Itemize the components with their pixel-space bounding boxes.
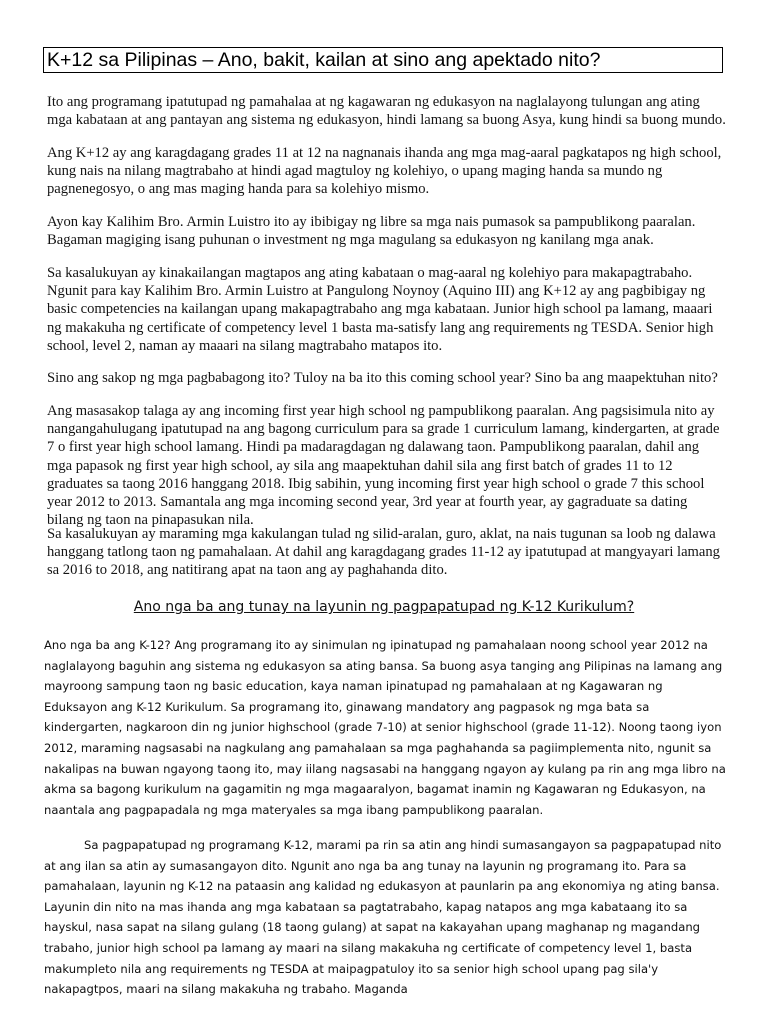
section-subheading: Ano nga ba ang tunay na layunin ng pagpapatupad ng K-12 Kurikulum?	[133, 599, 635, 615]
paragraph-true-goal: Sa pagpapatupad ng programang K-12, marami pa rin sa atin ang hindi sumasangayon sa pagpapatupad nito at ang ilan sa atin ay sumasangayon dito. Ngunit ano nga ba ang tunay na layunin ng programang ito. Para sa pamahalaan, layunin ng K-12 na pataasin ang kalidad ng edukasyon at paunlarin pa ang ekonomiya ng ating bansa. Layunin din nito na mas ihanda ang mga kabataan sa pagtatrabaho, kapag natapos ang mga kabataang ito sa hayskul, nasa sapat na silang gulang (18 taong gulang) at sapat na kakayahan upang maghanap ng magandang trabaho, junior high school pa lamang ay maari na silang makakuha ng certificate of competency level 1, basta makumpleto nila ang requirements ng TESDA at maipagpatuloy ito sa senior high school upang pag sila'y nakapagtpos, maari na silang makakuha ng trabaho. Maganda	[44, 838, 722, 997]
paragraph-what-is-k12: Ano nga ba ang K-12? Ang programang ito ay sinimulan ng ipinatupad ng pamahalaan noong school year 2012 na naglalayong baguhin ang sistema ng edukasyon sa ating bansa. Sa buong asya tanging ang Pilipinas na lamang ang mayroong sampung taon ng basic education, kaya naman ipinatupad ng pamahalaan at ng Kagawaran ng Eduksayon ang K-12 Kurikulum. Sa programang ito, ginawang mandatory ang pagpasok ng mga bata sa kindergarten, nagkaroon din ng junior highschool (grade 7-10) at senior highschool (grade 11-12). Noong taong iyon 2012, maraming nagsasabi na nagkulang ang pamahalaan sa mga paghahanda sa pagiimplementa nito, ngunit sa nakalipas na buwan ngayong taong ito, may iilang nagsasabi na hanggang ngayon ay kulang pa rin ang mga libro na akma sa bagong kurikulum na gagamitin ng mga magaaralyon, bagamat inamin ng Kagawaran ng Edukasyon, na naantala ang pagpapadala ng mga materyales sa mga ibang pampublikong paaralan.	[44, 638, 726, 817]
paragraph-k12-definition: Ang K+12 ay ang karagdagang grades 11 at 12 na nagnanais ihanda ang mga mag-aaral pagkatapos ng high school, kung nais na nilang magtrabaho at hindi agad magtuloy ng kolehiyo, o upang maging handa sa mundo ng pagnenegosyo, o ang mas maging handa para sa kolehiyo mismo.	[47, 145, 722, 198]
document-title: K+12 sa Pilipinas – Ano, bakit, kailan at sino ang apektado nito?	[43, 47, 723, 73]
paragraph-coverage: Ang masasakop talaga ay ang incoming first year high school ng pampublikong paaralan. Ang pagsisimula nito ay nangangahulugang ipatutupad na ang bagong curriculum para sa grade 1 curriculum lamang, kindergarten, at grade 7 o first year high school lamang. Hindi pa madaragdagan ng dalawang taon. Pampublikong paaralan, dahil ang mga papasok ng first year high school, ay sila ang maapektuhan dahil sila ang first batch of grades 11 to 12 graduates sa taong 2016 hanggang 2018. Ibig sabihin, yung incoming first year high school o grade 7 this school year 2012 to 2013. Samantala ang mga incoming second year, 3rd year at fourth year, ay gagraduate sa dating bilang ng taon na pinapasukan nila.	[47, 403, 720, 529]
paragraph-luistro-free: Ayon kay Kalihim Bro. Armin Luistro ito ay ibibigay ng libre sa mga nais pumasok sa pampublikong paaralan. Bagaman magiging isang puhunan o investment ng mga magulang sa edukasyon ng kanilang mga anak.	[47, 214, 696, 249]
paragraph-competencies: Sa kasalukuyan ay kinakailangan magtapos ang ating kabataan o mag-aaral ng kolehiyo para makapagtrabaho. Ngunit para kay Kalihim Bro. Armin Luistro at Pangulong Noynoy (Aquino III) ang K+12 ay ang pagbibigay ng basic competencies na kailangan upang makapagtrabaho ang mga kabataan. Junior high school pa lamang, maaari ng makakuha ng certificate of competency level 1 basta ma-satisfy lang ang requirements ng TESDA. Senior high school, level 2, naman ay maaari na silang magtrabaho matapos ito.	[47, 265, 714, 354]
paragraph-intro: Ito ang programang ipatutupad ng pamahalaa at ng kagawaran ng edukasyon na naglalayong tulungan ang ating mga kabataan at ang pantayan ang sistema ng edukasyon, hindi lamang sa buong Asya, kung hindi sa buong mundo.	[47, 94, 726, 129]
paragraph-shortages: Sa kasalukuyan ay maraming mga kakulangan tulad ng silid-aralan, guro, aklat, na nais tugunan sa loob ng dalawa hanggang tatlong taon ng pamahalaan. At dahil ang karagdagang grades 11-12 ay ipatutupad at mangyayari lamang sa 2016 to 2018, ang natitirang apat na taon ang ay paghahanda dito.	[47, 526, 720, 579]
paragraph-questions: Sino ang sakop ng mga pagbabagong ito? Tuloy na ba ito this coming school year? Sino ba ang maapektuhan nito?	[47, 370, 718, 386]
